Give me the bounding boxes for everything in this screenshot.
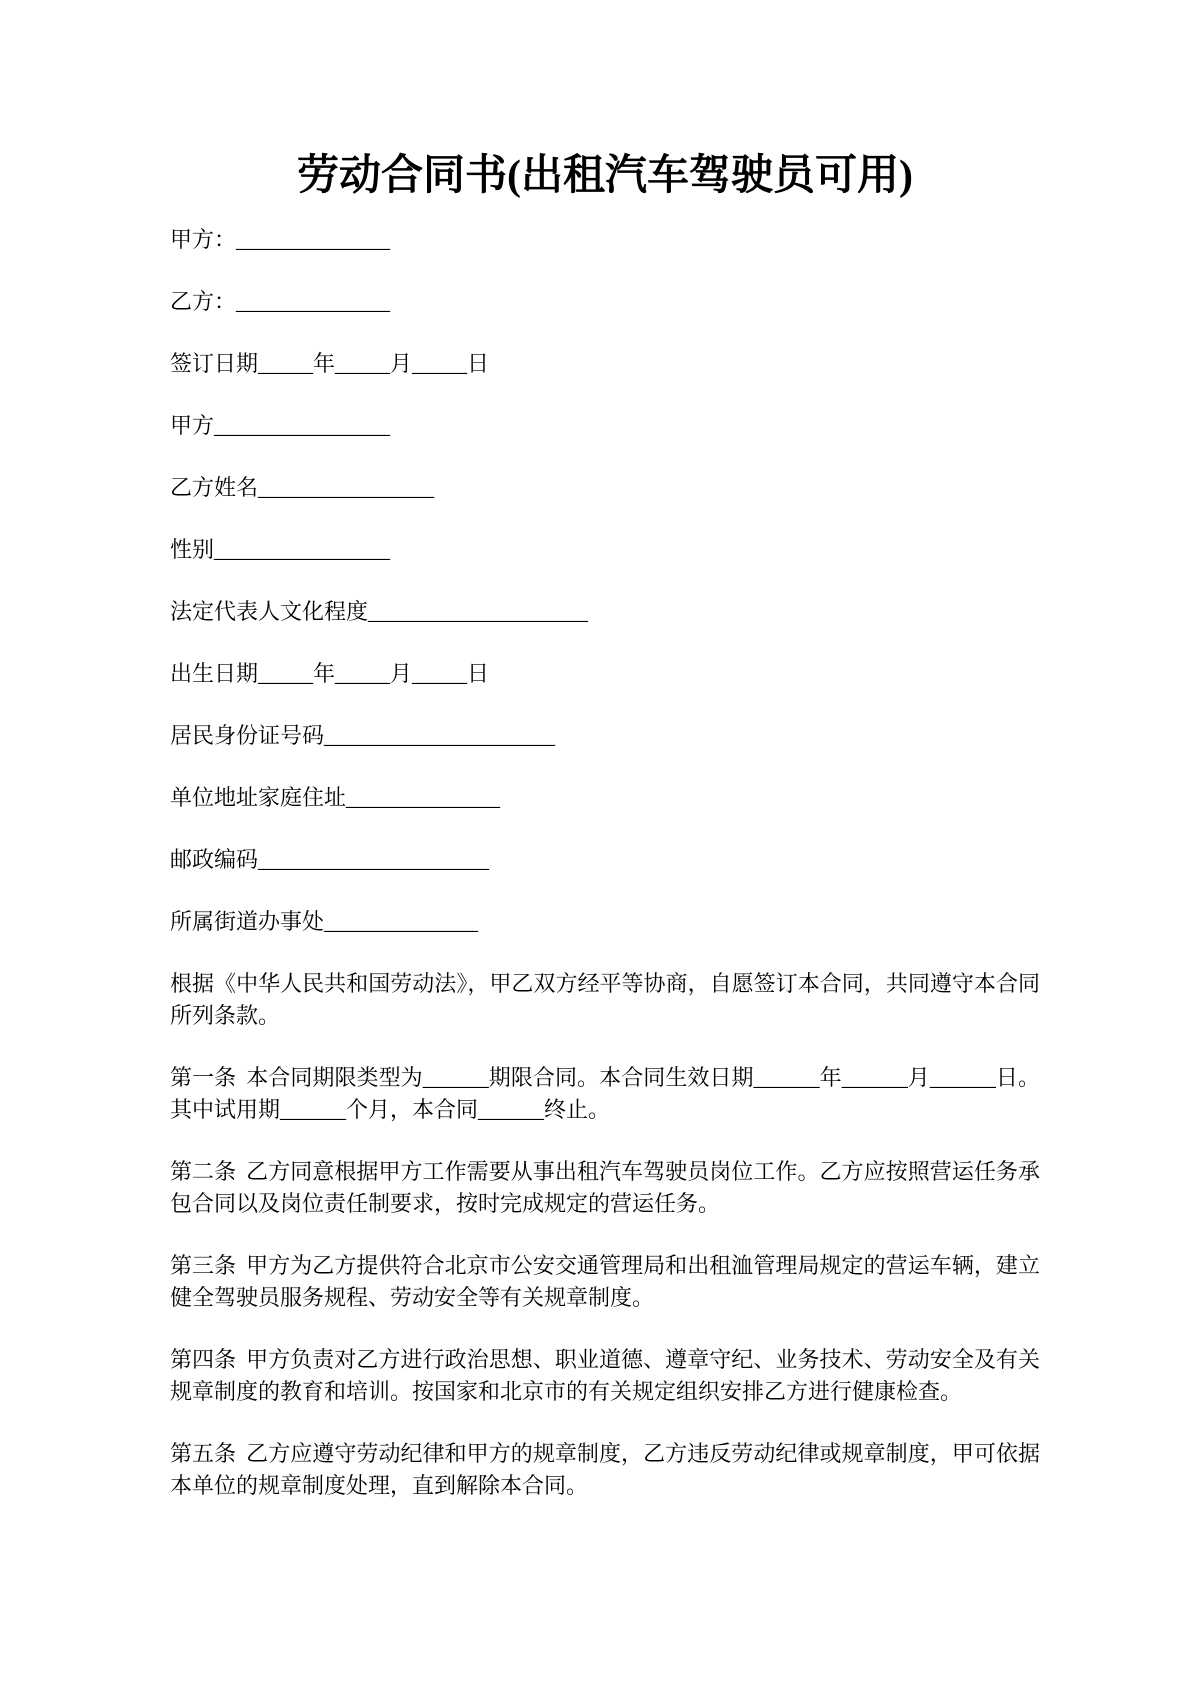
clause-2-number: 第二条 xyxy=(170,1159,237,1184)
clause-5-text: 乙方应遵守劳动纪律和甲方的规章制度，乙方违反劳动纪律或规章制度，甲可依据本单位的规章制度处理，直到解除本合同。 xyxy=(170,1441,1040,1498)
clause-1 xyxy=(170,1062,1040,1126)
clause-2 xyxy=(170,1156,1040,1220)
field-party-b: 乙方：______________ xyxy=(170,289,391,314)
field-party-b-name: 乙方姓名________________ xyxy=(170,475,435,500)
field-party-a: 甲方：______________ xyxy=(170,227,391,252)
clause-4-number: 第四条 xyxy=(170,1347,237,1372)
clause-3-text: 甲方为乙方提供符合北京市公安交通管理局和出租洫管理局规定的营运车辆，建立健全驾驶员服务规程、劳动安全等有关规章制度。 xyxy=(170,1253,1040,1310)
field-postal-code: 邮政编码_____________________ xyxy=(170,847,490,872)
preamble: 根据《中华人民共和国劳动法》，甲乙双方经平等协商，自愿签订本合同，共同遵守本合同所列条款。 xyxy=(170,971,1040,1028)
field-party-a-name: 甲方________________ xyxy=(170,413,391,438)
clause-3-number: 第三条 xyxy=(170,1253,237,1278)
field-gender: 性别________________ xyxy=(170,537,391,562)
clause-1-text: 本合同期限类型为______期限合同。本合同生效日期______年______月______日。其中试用期______个月，本合同______终止。 xyxy=(170,1065,1040,1122)
field-unit-home-address: 单位地址家庭住址______________ xyxy=(170,785,501,810)
field-birth-date: 出生日期_____年_____月_____日 xyxy=(170,661,490,686)
clause-2-text: 乙方同意根据甲方工作需要从事出租汽车驾驶员岗位工作。乙方应按照营运任务承包合同以及岗位责任制要求，按时完成规定的营运任务。 xyxy=(170,1159,1040,1216)
clause-4-text: 甲方负责对乙方进行政治思想、职业道德、遵章守纪、业务技术、劳动安全及有关规章制度的教育和培训。按国家和北京市的有关规定组织安排乙方进行健康检查。 xyxy=(170,1347,1040,1404)
clause-4 xyxy=(170,1344,1040,1408)
field-legal-rep-education: 法定代表人文化程度____________________ xyxy=(170,599,589,624)
field-id-number: 居民身份证号码_____________________ xyxy=(170,723,556,748)
clause-5 xyxy=(170,1438,1040,1502)
clause-1-number: 第一条 xyxy=(170,1065,237,1090)
field-sign-date: 签订日期_____年_____月_____日 xyxy=(170,351,490,376)
clause-3 xyxy=(170,1250,1040,1314)
document-title: 劳动合同书(出租汽车驾驶员可用) xyxy=(297,153,913,199)
field-street-office: 所属街道办事处______________ xyxy=(170,909,479,934)
clause-5-number: 第五条 xyxy=(170,1441,237,1466)
